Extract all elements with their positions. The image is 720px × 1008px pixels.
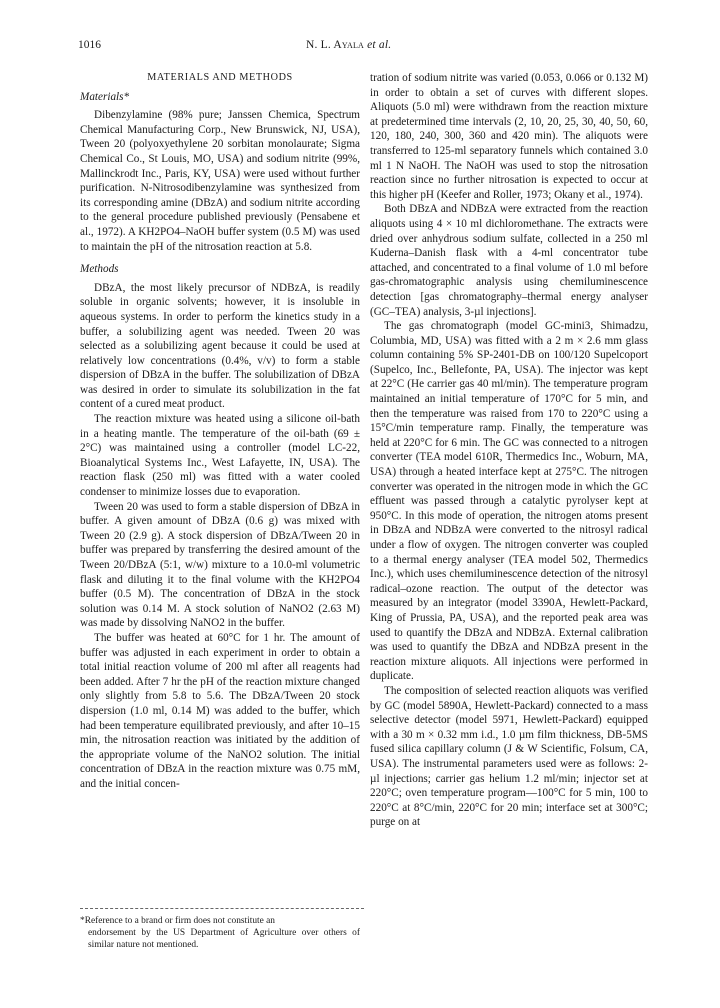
left-column bbox=[80, 71, 360, 792]
methods-paragraph-4: The buffer was heated at 60°C for 1 hr. The amount of buffer was adjusted in each experiment in order to obtain a total initial reaction volume of 200 ml after all reagents had been added. After 7 hr the pH of the reaction mixture changed only slightly from 5.8 to 5.6. The DBzA/Tween 20 stock dispersion (1.0 ml, 0.14 M) was added to the buffer, which had been temperature equilibrated previously, and after 10–15 min, the nitrosation reaction was initiated by the addition of the appropriate volume of the NaNO2 solution. The initial concentration of DBzA in the reaction mixture was 0.75 mM, and the initial concen- bbox=[80, 631, 360, 790]
page-number: 1016 bbox=[78, 39, 101, 51]
running-head-authors: N. L. Ayala bbox=[306, 39, 365, 51]
footnote bbox=[80, 915, 360, 951]
methods-paragraph-3: Tween 20 was used to form a stable dispersion of DBzA in buffer. A given amount of DBzA (0.6 g) was mixed with Tween 20 (2.9 g). A stock dispersion of DBzA/Tween 20 in buffer was prepared by transferring the desired amount of the Tween 20/DBzA (5:1, w/w) mixture to a 10.0-ml volumetric flask and diluting it to the final volume with the KH2PO4 buffer (0.5 M). The concentration of DBzA in the stock solution was 0.14 M. A stock solution of NaNO2 (2.63 M) was made by dissolving NaNO2 in the buffer. bbox=[80, 500, 360, 630]
methods-paragraph-2: The reaction mixture was heated using a silicone oil-bath in a heating mantle. The temperature of the oil-bath (69 ± 2°C) was maintained using a controller (model LC-22, Bioanalytical Systems Inc., West Lafayette, IN, USA). The reaction flask (250 ml) was fitted with a water cooled condenser to minimize losses due to evaporation. bbox=[80, 413, 360, 499]
materials-paragraph: Dibenzylamine (98% pure; Janssen Chemica, Spectrum Chemical Manufacturing Corp., New Brunswick, NJ, USA), Tween 20 (polyoxyethylene 20 sorbitan monolaurate; Sigma Chemical Co., St Louis, MO, USA) and sodium nitrite (99%, Mallinckrodt Inc., Paris, KY, USA) were used without further purification. N-Nitrosodibenzylamine was synthesized from its corresponding amine (DBzA) and sodium nitrite according to the general procedure published previously (Pensabene et al., 1972). A KH2PO4–NaOH buffer system (0.5 M) was used to maintain the pH of the nitrosation reaction at 5.8. bbox=[80, 109, 360, 253]
footnote-rule bbox=[80, 908, 364, 909]
right-paragraph-4: The composition of selected reaction aliquots was verified by GC (model 5890A, Hewlett-Packard) connected to a mass selective detector (model 5971, Hewlett-Packard) equipped with a 30 m × 0.32 mm i.d., 1.0 µm film thickness, DB-5MS fused silica capillary column (J & W Scientific, Folsum, CA, USA). The instrumental parameters used were as follows: 2-µl injections; carrier gas helium 1.2 ml/min; injector set at 220°C; oven temperature program—100°C for 5 min, 100 to 220°C at 8°C/min, 220°C for 20 min; interface set at 300°C; purge on at bbox=[370, 684, 648, 829]
running-head-etal: et al. bbox=[367, 39, 392, 51]
section-title: MATERIALS AND METHODS bbox=[147, 72, 293, 83]
right-paragraph-1: tration of sodium nitrite was varied (0.053, 0.066 or 0.132 M) in order to obtain a set of curves with different slopes. Aliquots (5.0 ml) were withdrawn from the reaction mixture at predetermined time intervals (2, 10, 20, 25, 30, 40, 50, 60, 120, 180, 240, 300, 360 and 420 min). The aliquots were transferred to 125-ml separatory funnels which contained 3.0 ml 1 N NaOH. The NaOH was used to stop the nitrosation reaction since no further nitrosation is expected to occur at this higher pH (Keefer and Roller, 1973; Okany et al., 1974). bbox=[370, 72, 648, 201]
right-column bbox=[370, 71, 648, 830]
materials-heading: Materials* bbox=[80, 90, 130, 103]
running-head bbox=[306, 39, 391, 51]
footnote-continuation: endorsement by the US Department of Agriculture over others of similar nature not mentioned. bbox=[88, 928, 360, 950]
footnote-line-1: *Reference to a brand or firm does not constitute an bbox=[80, 916, 275, 926]
right-paragraph-2: Both DBzA and NDBzA were extracted from the reaction aliquots using 4 × 10 ml dichloromethane. The extracts were dried over anhydrous sodium sulfate, collected in a 250 ml Kuderna–Danish flask with a 4-ml concentrator tube attached, and concentrated to a final volume of 1.0 ml before gas-chromatographic analysis using chemiluminescence detection [gas chromatography–thermal energy analyser (GC–TEA) analysis, 3-µl injections]. bbox=[370, 203, 648, 318]
methods-paragraph-1: DBzA, the most likely precursor of NDBzA, is readily soluble in organic solvents; however, it is insoluble in aqueous systems. In order to perform the kinetics study in a buffer, a solubilizing agent was needed. Tween 20 was selected as a solubilizing agent because it could be used at relatively low concentrations (0.4%, v/v) to form a stable dispersion of DBzA in the buffer. The solubilization of DBzA was desired in order to simulate its solubilization in the fat content of a cured meat product. bbox=[80, 281, 360, 411]
methods-heading: Methods bbox=[80, 263, 119, 276]
right-paragraph-3: The gas chromatograph (model GC-mini3, Shimadzu, Columbia, MD, USA) was fitted with a 2 m × 2.6 mm glass column containing 5% SP-2401-DB on 100/120 Supelcoport (Supelco, Inc., Bellefonte, PA, USA). The injector was kept at 22°C (He carrier gas 40 ml/min). The temperature program maintained an initial temperature of 170°C for 5 min, and then the temperature was raised from 170 to 220°C using a 15°C/min temperature ramp. Finally, the temperature was held at 220°C for 6 min. The GC was connected to a nitrogen converter (TEA model 610R, Thermedics Inc., Woburn, MA, USA) through a heated interface kept at 275°C. The nitrogen converter was operated in the nitrogen mode in which the GC effluent was passed through a catalytic pyrolyser kept at 950°C. In this mode of operation, the nitrogen atoms present in DBzA and NDBzA were converted to the nitrosyl radical under a flow of oxygen. The nitrogen converter was coupled to a thermal energy analyser (TEA model 502, Thermedics Inc.), which uses chemiluminescence detection of the nitrosyl radical–ozone reaction. The output of the detector was measured by an integrator (model 3390A, Hewlett-Packard, King of Prussia, PA, USA), and the reported peak area was used to quantify the DBzA and NDBzA. External calibration was used to quantify the DBzA and NDBzA present in the reaction mixture aliquots. All injections were performed in duplicate. bbox=[370, 320, 648, 683]
